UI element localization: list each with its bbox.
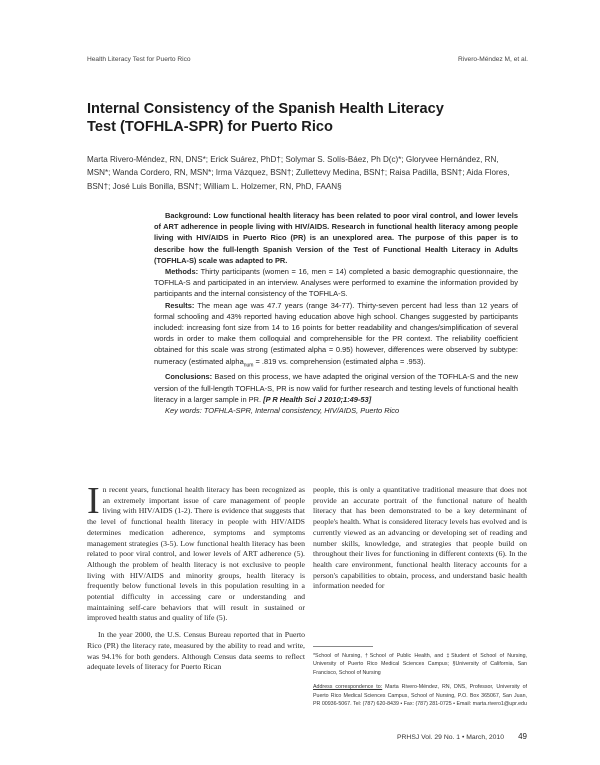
results-subscript: num — [243, 362, 254, 369]
methods-label: Methods: — [165, 267, 199, 277]
footnote-rule — [313, 646, 373, 647]
paragraph: people, this is only a quantitative traditional measure that does not provide an accurate portrait of the functional nature of health literacy that has been demonstrated to be a key determinant of people's health. What is considered literacy levels has evolved and is currently viewed as an advancing or developing set of reading and number skills, knowledge, and strategies that people build on throughout their lives for functioning in different contexts (6). In the health care environment, functional health literacy accounts for a person's capabilities to obtain, process, and understand basic health information needed for — [313, 485, 527, 591]
methods-text: Thirty participants (women = 16, men = 14) completed a basic demographic questionnaire, the TOFHLA-S and participated in an interview. Analyses were performed to examine the information provided by participants and the internal consistency of the TOFHLA-S. — [154, 267, 518, 299]
paragraph — [87, 480, 305, 624]
footnotes — [313, 652, 527, 714]
journal-footer: PRHSJ Vol. 29 No. 1 • March, 2010 — [396, 734, 504, 741]
paragraph: In the year 2000, the U.S. Census Bureau reported that in Puerto Rico (PR) the literacy rate, measured by the ability to read and write, was 94.1% for both genders. Although Census data seems to reflect adequate levels of literacy for Puerto Rican — [87, 630, 305, 672]
conclusions-label: Conclusions: — [165, 372, 213, 382]
abstract-background — [154, 210, 518, 266]
results-label: Results: — [165, 300, 195, 310]
author-list: Marta Rivero-Méndez, RN, DNS*; Erick Suárez, PhD†; Solymar S. Solís-Báez, Ph D(c)*; Gloryvee Hernández, RN, MSN*; Wanda Cordero, RN, MSN*; Irma Vázquez, BSN†; Zullettevy Medina, BSN†; Raisa Padilla, BSN†; Aida Flores, BSN†; José Luis Bonilla, BSN†; William L. Holzemer, RN, PhD, FAAN§ — [87, 155, 510, 191]
footnote-affiliations: *School of Nursing, †School of Public Health, and ‡Student of School of Nursing, University of Puerto Rico Medical Sciences Campus; §University of California, San Francisco, School of Nursing — [313, 653, 527, 676]
keywords — [154, 405, 518, 416]
conclusions-text: Based on this process, we have adapted the original version of the TOFHLA-S and the new version of the full-length TOFHLA-S, PR is now valid for further research and testing levels of functional health literacy in a larger sample in PR. — [154, 372, 518, 404]
article-title: Internal Consistency of the Spanish Health Literacy Test (TOFHLA-SPR) for Puerto Rico — [87, 101, 444, 135]
abstract-methods — [154, 266, 518, 300]
results-text: The mean age was 47.7 years (range 34-77). Thirty-seven percent had less than 12 years of formal schooling and 43% reported having education above high school. Changes suggested by participants included: increasing font size from 14 to 16 points for better readability and changes/simplification of several words in order to make them colloquial and comprehensible for the PR context. The reliability coefficient obtained for this scale was strong (estimated alpha = 0.95) however, differences were observed by subtype: numeracy (estimated alpha — [154, 300, 518, 366]
address-label: Address correspondence to: — [313, 684, 383, 691]
abstract-results — [154, 300, 518, 372]
results-text-2: = .819 vs. comprehension (estimated alpha = .953). — [253, 356, 426, 366]
running-head-left: Health Literacy Test for Puerto Rico — [87, 56, 191, 63]
abstract-conclusions — [154, 371, 518, 405]
keywords-label: Key words: — [165, 405, 202, 415]
address-text: Marta Rivero-Méndez, RN, DNS, Professor, University of Puerto Rico Medical Sciences Campus, School of Nursing, P.O. Box 365067, San Juan, PR 00936-5067. Tel: (787) 620-8439 • Fax: (787) 281-0725 • Email: marta.rivero1@upr.edu — [313, 684, 527, 708]
background-label: Background: — [165, 211, 211, 220]
paragraph-text: n recent years, functional health literacy has been recognized as an extremely important issue of care management of people living with HIV/AIDS (1-2). There is evidence that suggests that the level of functional health literacy in people with HIV/AIDS determines medication adherence, symptoms and symptoms management strategies (3-5). Low functional health literacy has been related to poor viral control, and lower levels of ART adherence (5). Although the problem of health literacy is not exclusive to people living with HIV/AIDS and minority groups, health literacy is frequently below functional levels in this population resulting in a potential difficulty in accessing care or understanding and maintaining self-care behaviors that will result in sustained or improved health status and quality of life (5). — [87, 485, 305, 623]
drop-cap: I — [87, 480, 100, 522]
running-head-right: Rivero-Méndez M, et al. — [458, 56, 528, 63]
page-number: 49 — [518, 732, 527, 741]
body-column-left — [87, 480, 305, 673]
abstract — [154, 210, 518, 416]
body-column-right — [313, 485, 527, 592]
citation: [P R Health Sci J 2010;1:49-53] — [263, 394, 372, 404]
keywords-text: TOFHLA-SPR, Internal consistency, HIV/AIDS, Puerto Rico — [203, 405, 400, 415]
footnote-address — [313, 683, 527, 708]
background-text: Low functional health literacy has been related to poor viral control, and lower levels of ART adherence in people living with HIV/AIDS. Research in functional health literacy among people living with HIV/AIDS in Puerto Rico (PR) is an unexplored area. The purpose of this paper is to describe how the full-length Spanish Version of the Test of Functional Health Literacy in Adults (TOFHLA-S) scale was adapted to PR. — [154, 211, 518, 265]
